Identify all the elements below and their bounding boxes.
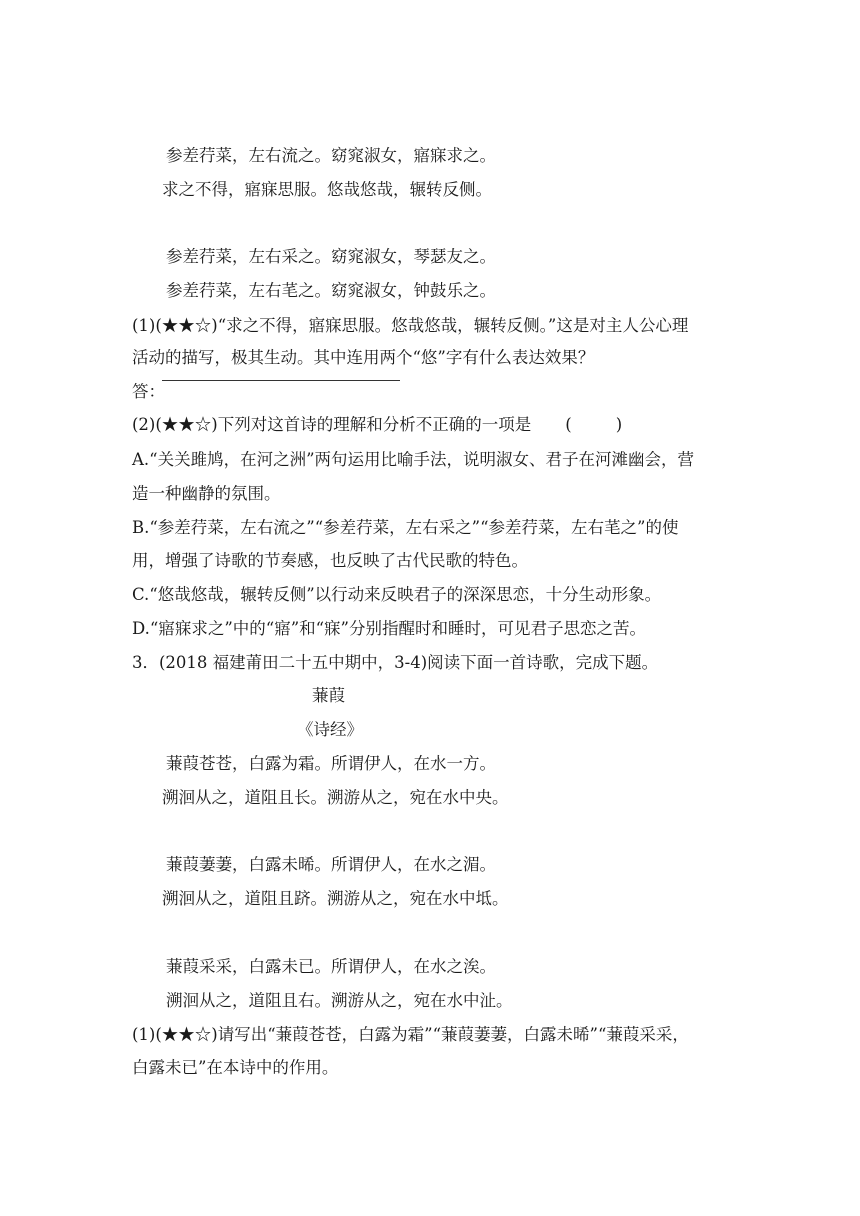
option-d: D.“寤寐求之”中的“寤”和“寐”分别指醒时和睡时，可见君子思恋之苦。 [132, 619, 646, 638]
poem-line: 求之不得，寤寐思服。悠哉悠哉，辗转反侧。 [162, 180, 492, 199]
answer-label: 答： [132, 382, 165, 401]
question-1-text: 活动的描写，极其生动。其中连用两个“悠”字有什么表达效果？ [132, 348, 595, 367]
poem-line: 溯洄从之，道阻且跻。溯游从之，宛在水中坻。 [162, 889, 509, 908]
option-a: A.“关关雎鸠，在河之洲”两句运用比喻手法，说明淑女、君子在河滩幽会，营 [132, 450, 695, 469]
poem-line: 溯洄从之，道阻且长。溯游从之，宛在水中央。 [162, 788, 509, 807]
question-2-text: (2)(★★☆)下列对这首诗的理解和分析不正确的一项是 [132, 415, 532, 434]
question-3-sub1: (1)(★★☆)请写出“蒹葭苍苍，白露为霜”“蒹葭萋萋，白露未晞”“蒹葭采采， [132, 1025, 689, 1044]
poem-line: 参差荇菜，左右流之。窈窕淑女，寤寐求之。 [166, 146, 496, 165]
question-3-intro: 3．(2018 福建莆田二十五中期中，3-4)阅读下面一首诗歌，完成下题。 [132, 653, 659, 672]
poem-line: 参差荇菜，左右采之。窈窕淑女，琴瑟友之。 [166, 247, 496, 266]
poem-line: 蒹葭苍苍，白露为霜。所谓伊人，在水一方。 [166, 754, 496, 773]
option-b-cont: 用，增强了诗歌的节奏感，也反映了古代民歌的特色。 [132, 551, 528, 570]
question-1-text: (1)(★★☆)“求之不得，寤寐思服。悠哉悠哉，辗转反侧。”这是对主人公心理 [132, 316, 689, 335]
poem-line: 参差荇菜，左右芼之。窈窕淑女，钟鼓乐之。 [166, 281, 496, 300]
option-b: B.“参差荇菜，左右流之”“参差荇菜，左右采之”“参差荇菜，左右芼之”的使 [132, 518, 679, 537]
poem-source: 《诗经》 [297, 720, 363, 739]
poem-line: 蒹葭萋萋，白露未晞。所谓伊人，在水之湄。 [166, 855, 496, 874]
question-2-stem [132, 414, 622, 436]
question-3-sub1-cont: 白露未已”在本诗中的作用。 [132, 1058, 339, 1077]
poem-line: 蒹葭采采，白露未已。所谓伊人，在水之涘。 [166, 957, 496, 976]
option-c: C.“悠哉悠哉，辗转反侧”以行动来反映君子的深深思恋，十分生动形象。 [132, 585, 662, 604]
answer-paren-right: ) [615, 415, 623, 434]
option-a-cont: 造一种幽静的氛围。 [132, 484, 281, 503]
poem-line: 溯洄从之，道阻且右。溯游从之，宛在水中沚。 [166, 991, 513, 1010]
answer-paren-left: ( [565, 415, 572, 434]
poem-title: 蒹葭 [312, 686, 345, 705]
answer-blank-line [162, 380, 400, 381]
